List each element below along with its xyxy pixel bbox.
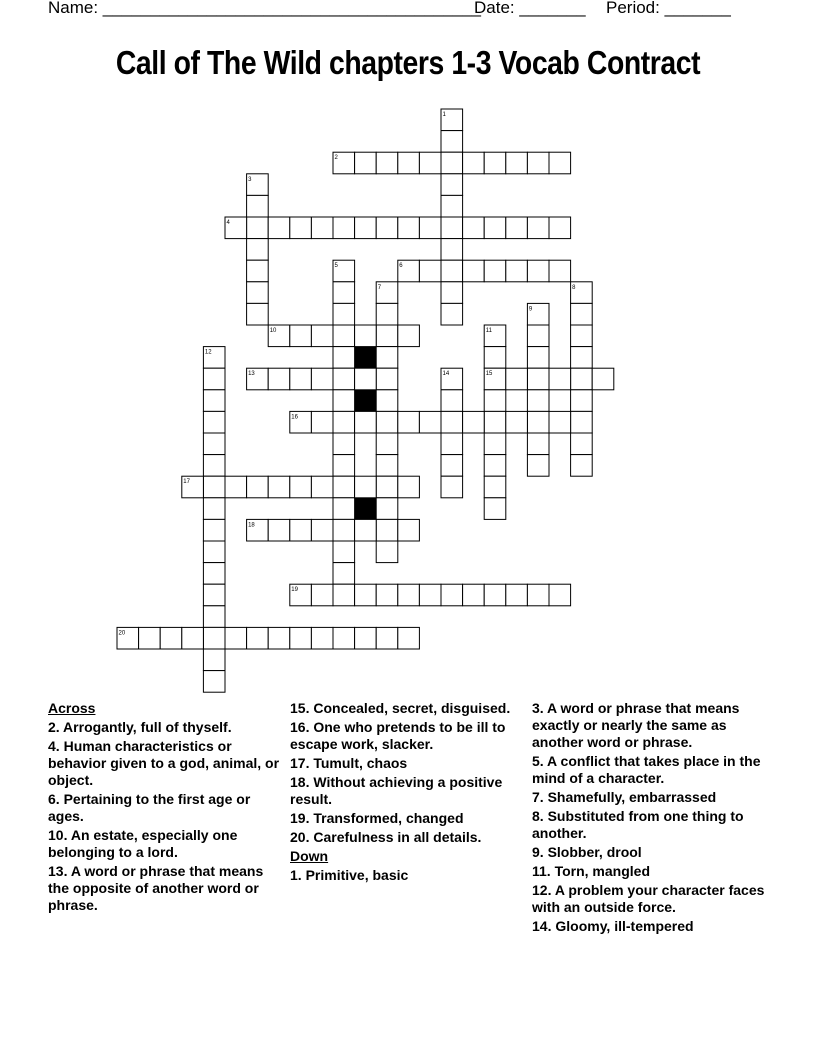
grid-cell[interactable] xyxy=(484,584,506,606)
clue-text: Transformed, changed xyxy=(309,810,464,826)
grid-cell[interactable] xyxy=(592,368,614,390)
grid-cell[interactable] xyxy=(398,476,420,498)
grid-cell[interactable] xyxy=(290,217,312,239)
grid-cell[interactable] xyxy=(419,260,441,282)
grid-cell[interactable] xyxy=(441,131,463,153)
clue-number: 17. xyxy=(290,755,310,771)
grid-cell[interactable] xyxy=(527,217,549,239)
grid-cell[interactable] xyxy=(355,627,377,649)
grid-cell[interactable] xyxy=(311,217,333,239)
grid-cell[interactable] xyxy=(484,260,506,282)
grid-cell[interactable] xyxy=(506,368,528,390)
grid-cell[interactable] xyxy=(484,455,506,477)
clue-down xyxy=(532,918,772,935)
grid-cell[interactable] xyxy=(376,368,398,390)
black-square xyxy=(355,390,377,412)
down-heading: Down xyxy=(290,848,329,864)
grid-number: 1 xyxy=(442,112,446,118)
grid-cell[interactable] xyxy=(311,584,333,606)
grid-cell[interactable] xyxy=(376,455,398,477)
grid-cell[interactable] xyxy=(333,303,355,325)
grid-cell[interactable] xyxy=(333,347,355,369)
clue-text: An estate, especially one belonging to a lord. xyxy=(48,827,238,860)
clue-text: Primitive, basic xyxy=(301,867,409,883)
grid-cell[interactable] xyxy=(441,433,463,455)
grid-cell[interactable] xyxy=(484,347,506,369)
clue-number: 13. xyxy=(48,863,68,879)
clue-number: 11. xyxy=(532,863,551,879)
grid-cell[interactable] xyxy=(225,627,247,649)
grid-cell[interactable] xyxy=(463,260,485,282)
grid-cell[interactable] xyxy=(376,411,398,433)
grid-cell[interactable] xyxy=(506,217,528,239)
grid-cell[interactable] xyxy=(311,325,333,347)
clue-text: Human characteristics or behavior given to a god, animal, or object. xyxy=(48,738,280,788)
grid-cell[interactable] xyxy=(463,411,485,433)
grid-cell[interactable] xyxy=(311,411,333,433)
grid-cell[interactable] xyxy=(419,152,441,174)
grid-cell[interactable] xyxy=(203,649,225,671)
grid-cell[interactable] xyxy=(203,476,225,498)
clue-number: 15. xyxy=(290,700,310,716)
grid-cell[interactable] xyxy=(290,325,312,347)
grid-cell[interactable] xyxy=(268,368,290,390)
clue-text: Shamefully, embarrassed xyxy=(543,789,717,805)
grid-cell[interactable] xyxy=(203,541,225,563)
clue-text: A word or phrase that means exactly or nearly the same as another word or phrase. xyxy=(532,700,740,750)
clue-text: Torn, mangled xyxy=(550,863,651,879)
grid-cell[interactable] xyxy=(441,282,463,304)
grid-cell[interactable] xyxy=(333,217,355,239)
grid-cell[interactable] xyxy=(355,152,377,174)
grid-cell[interactable] xyxy=(139,627,161,649)
grid-cell[interactable] xyxy=(247,239,269,261)
grid-cell[interactable] xyxy=(571,411,593,433)
grid-cell[interactable] xyxy=(333,563,355,585)
clue-number: 18. xyxy=(290,774,310,790)
grid-cell[interactable] xyxy=(484,476,506,498)
grid-cell[interactable] xyxy=(463,152,485,174)
grid-number: 9 xyxy=(528,306,533,313)
grid-cell[interactable] xyxy=(549,584,571,606)
clue-across xyxy=(48,719,280,736)
grid-cell[interactable] xyxy=(355,411,377,433)
grid-cell[interactable] xyxy=(290,476,312,498)
grid-cell[interactable] xyxy=(549,217,571,239)
grid-number: 17 xyxy=(183,479,190,486)
clue-number: 5. xyxy=(532,753,544,769)
grid-cell[interactable] xyxy=(268,627,290,649)
grid-cell[interactable] xyxy=(290,368,312,390)
grid-cell[interactable] xyxy=(571,433,593,455)
grid-cell[interactable] xyxy=(290,627,312,649)
clues-column-1 xyxy=(48,700,280,916)
grid-cell[interactable] xyxy=(484,411,506,433)
clue-number: 6. xyxy=(48,791,60,807)
grid-cell[interactable] xyxy=(571,325,593,347)
grid-cell[interactable] xyxy=(333,433,355,455)
grid-cell[interactable] xyxy=(441,303,463,325)
grid-cell[interactable] xyxy=(527,411,549,433)
grid-cell[interactable] xyxy=(376,390,398,412)
grid-cell[interactable] xyxy=(398,411,420,433)
clue-across xyxy=(48,827,280,861)
grid-cell[interactable] xyxy=(203,390,225,412)
grid-cell[interactable] xyxy=(549,152,571,174)
grid-cell[interactable] xyxy=(376,217,398,239)
grid-cell[interactable] xyxy=(333,541,355,563)
grid-number: 10 xyxy=(269,328,277,334)
grid-cell[interactable] xyxy=(290,519,312,541)
clue-down xyxy=(290,867,515,884)
grid-cell[interactable] xyxy=(247,476,269,498)
black-square xyxy=(355,498,377,520)
grid-cell[interactable] xyxy=(419,411,441,433)
clue-text: Slobber, drool xyxy=(543,844,642,860)
grid-number: 12 xyxy=(204,349,212,356)
grid-cell[interactable] xyxy=(333,390,355,412)
grid-cell[interactable] xyxy=(527,433,549,455)
clue-across xyxy=(290,774,515,808)
clue-number: 4. xyxy=(48,738,60,754)
grid-cell[interactable] xyxy=(333,476,355,498)
grid-cell[interactable] xyxy=(268,476,290,498)
grid-cell[interactable] xyxy=(484,152,506,174)
grid-cell[interactable] xyxy=(484,433,506,455)
grid-number: 6 xyxy=(399,263,403,270)
grid-cell[interactable] xyxy=(506,411,528,433)
grid-cell[interactable] xyxy=(527,347,549,369)
clue-number: 7. xyxy=(532,789,544,805)
grid-number: 16 xyxy=(291,414,298,421)
clue-across xyxy=(48,738,280,789)
clue-text: Arrogantly, full of thyself. xyxy=(59,719,232,735)
grid-cell[interactable] xyxy=(247,260,269,282)
clues-column-3 xyxy=(532,700,772,937)
grid-cell[interactable] xyxy=(355,584,377,606)
grid-cell[interactable] xyxy=(441,152,463,174)
grid-number: 19 xyxy=(291,587,298,594)
clue-across xyxy=(48,791,280,825)
grid-cell[interactable] xyxy=(398,627,420,649)
clue-number: 20. xyxy=(290,829,310,845)
grid-cell[interactable] xyxy=(441,195,463,217)
clue-down xyxy=(532,844,772,861)
grid-cell[interactable] xyxy=(527,455,549,477)
grid-cell[interactable] xyxy=(398,217,420,239)
grid-number: 7 xyxy=(377,284,382,291)
clue-text: One who pretends to be ill to escape work, slacker. xyxy=(290,719,506,752)
grid-cell[interactable] xyxy=(333,411,355,433)
grid-number: 11 xyxy=(485,328,492,334)
grid-number: 20 xyxy=(118,630,126,637)
grid-cell[interactable] xyxy=(203,433,225,455)
grid-cell[interactable] xyxy=(484,390,506,412)
clue-across xyxy=(290,755,515,772)
grid-cell[interactable] xyxy=(484,217,506,239)
grid-cell[interactable] xyxy=(441,217,463,239)
grid-cell[interactable] xyxy=(376,627,398,649)
grid-cell[interactable] xyxy=(549,411,571,433)
grid-cell[interactable] xyxy=(268,217,290,239)
grid-cell[interactable] xyxy=(247,217,269,239)
clue-number: 1. xyxy=(290,867,302,883)
grid-cell[interactable] xyxy=(463,217,485,239)
clue-text: A problem your character faces with an outside force. xyxy=(532,882,765,915)
grid-cell[interactable] xyxy=(549,260,571,282)
grid-cell[interactable] xyxy=(247,627,269,649)
grid-cell[interactable] xyxy=(441,411,463,433)
clue-down xyxy=(532,808,772,842)
grid-number: 4 xyxy=(226,220,230,226)
grid-cell[interactable] xyxy=(160,627,182,649)
clue-text: A conflict that takes place in the mind of a character. xyxy=(532,753,761,786)
grid-cell[interactable] xyxy=(506,584,528,606)
grid-cell[interactable] xyxy=(506,260,528,282)
grid-cell[interactable] xyxy=(441,476,463,498)
grid-cell[interactable] xyxy=(441,584,463,606)
clue-across xyxy=(290,810,515,827)
grid-cell[interactable] xyxy=(376,152,398,174)
grid-cell[interactable] xyxy=(419,584,441,606)
grid-number: 13 xyxy=(248,371,255,378)
grid-cell[interactable] xyxy=(203,584,225,606)
grid-cell[interactable] xyxy=(355,217,377,239)
clue-number: 10. xyxy=(48,827,68,843)
grid-cell[interactable] xyxy=(527,152,549,174)
clue-text: Carefulness in all details. xyxy=(309,829,482,845)
clue-down xyxy=(532,700,772,751)
grid-cell[interactable] xyxy=(203,411,225,433)
clue-text: Substituted from one thing to another. xyxy=(532,808,744,841)
grid-cell[interactable] xyxy=(376,519,398,541)
grid-cell[interactable] xyxy=(571,390,593,412)
grid-cell[interactable] xyxy=(203,671,225,693)
across-heading: Across xyxy=(48,700,96,716)
grid-cell[interactable] xyxy=(182,627,204,649)
black-square xyxy=(355,347,377,369)
grid-cell[interactable] xyxy=(376,476,398,498)
grid-cell[interactable] xyxy=(441,455,463,477)
clue-number: 16. xyxy=(290,719,310,735)
grid-cell[interactable] xyxy=(247,303,269,325)
grid-cell[interactable] xyxy=(419,217,441,239)
grid-number: 2 xyxy=(334,155,338,162)
grid-cell[interactable] xyxy=(441,239,463,261)
grid-cell[interactable] xyxy=(571,368,593,390)
period-label[interactable]: Period: _______ xyxy=(606,0,731,17)
grid-cell[interactable] xyxy=(441,174,463,196)
grid-cell[interactable] xyxy=(376,325,398,347)
grid-cell[interactable] xyxy=(376,498,398,520)
grid-cell[interactable] xyxy=(571,303,593,325)
grid-cell[interactable] xyxy=(247,282,269,304)
grid-number: 18 xyxy=(248,522,255,529)
grid-cell[interactable] xyxy=(398,325,420,347)
grid-cell[interactable] xyxy=(571,455,593,477)
grid-number: 8 xyxy=(572,284,576,291)
grid-cell[interactable] xyxy=(311,519,333,541)
clue-text: A word or phrase that means the opposite of another word or phrase. xyxy=(48,863,264,913)
grid-cell[interactable] xyxy=(527,325,549,347)
clue-across xyxy=(48,863,280,914)
grid-cell[interactable] xyxy=(355,476,377,498)
clue-text: Concealed, secret, disguised. xyxy=(309,700,511,716)
grid-cell[interactable] xyxy=(527,260,549,282)
grid-cell[interactable] xyxy=(549,368,571,390)
grid-cell[interactable] xyxy=(527,368,549,390)
clue-text: Pertaining to the first age or ages. xyxy=(48,791,251,824)
grid-cell[interactable] xyxy=(398,584,420,606)
grid-cell[interactable] xyxy=(333,325,355,347)
grid-cell[interactable] xyxy=(203,519,225,541)
clue-down xyxy=(532,789,772,806)
clue-text: Gloomy, ill-tempered xyxy=(551,918,694,934)
grid-cell[interactable] xyxy=(203,498,225,520)
grid-cell[interactable] xyxy=(398,519,420,541)
grid-cell[interactable] xyxy=(527,390,549,412)
clue-across xyxy=(290,829,515,846)
grid-cell[interactable] xyxy=(441,260,463,282)
grid-cell[interactable] xyxy=(355,325,377,347)
clue-down xyxy=(532,753,772,787)
grid-cell[interactable] xyxy=(333,498,355,520)
clue-number: 8. xyxy=(532,808,544,824)
grid-cell[interactable] xyxy=(463,584,485,606)
clue-number: 19. xyxy=(290,810,310,826)
grid-cell[interactable] xyxy=(333,627,355,649)
grid-cell[interactable] xyxy=(203,627,225,649)
grid-cell[interactable] xyxy=(311,476,333,498)
clue-number: 3. xyxy=(532,700,544,716)
grid-cell[interactable] xyxy=(247,195,269,217)
clue-number: 14. xyxy=(532,918,552,934)
grid-number: 14 xyxy=(442,371,450,378)
grid-cell[interactable] xyxy=(376,303,398,325)
grid-cell[interactable] xyxy=(376,433,398,455)
grid-number: 15 xyxy=(485,371,493,378)
grid-number: 5 xyxy=(334,263,338,270)
page-title: Call of The Wild chapters 1-3 Vocab Contract xyxy=(115,44,701,81)
clue-across xyxy=(290,719,515,753)
grid-cell[interactable] xyxy=(398,152,420,174)
clue-text: Without achieving a positive result. xyxy=(290,774,503,807)
clue-text: Tumult, chaos xyxy=(309,755,408,771)
grid-cell[interactable] xyxy=(506,152,528,174)
grid-cell[interactable] xyxy=(268,519,290,541)
grid-cell[interactable] xyxy=(311,627,333,649)
grid-cell[interactable] xyxy=(203,455,225,477)
grid-cell[interactable] xyxy=(355,519,377,541)
grid-cell[interactable] xyxy=(376,584,398,606)
grid-cell[interactable] xyxy=(333,584,355,606)
grid-cell[interactable] xyxy=(333,368,355,390)
clue-number: 9. xyxy=(532,844,544,860)
grid-cell[interactable] xyxy=(203,563,225,585)
grid-cell[interactable] xyxy=(333,282,355,304)
name-label[interactable]: Name: ________________________________________ xyxy=(48,0,481,17)
grid-cell[interactable] xyxy=(225,476,247,498)
grid-cell[interactable] xyxy=(333,519,355,541)
grid-cell[interactable] xyxy=(203,368,225,390)
clue-number: 2. xyxy=(48,719,60,735)
clue-down xyxy=(532,863,772,880)
grid-cell[interactable] xyxy=(203,606,225,628)
clue-across xyxy=(290,700,515,717)
grid-cell[interactable] xyxy=(333,455,355,477)
grid-cell[interactable] xyxy=(527,584,549,606)
grid-cell[interactable] xyxy=(376,541,398,563)
grid-cell[interactable] xyxy=(484,498,506,520)
grid-cell[interactable] xyxy=(441,390,463,412)
clues-column-2 xyxy=(290,700,515,886)
grid-cell[interactable] xyxy=(311,368,333,390)
clue-number: 12. xyxy=(532,882,552,898)
grid-number: 3 xyxy=(248,176,252,183)
date-label[interactable]: Date: _______ xyxy=(474,0,586,17)
grid-cell[interactable] xyxy=(571,347,593,369)
clue-down xyxy=(532,882,772,916)
grid-cell[interactable] xyxy=(376,347,398,369)
grid-cell[interactable] xyxy=(355,368,377,390)
